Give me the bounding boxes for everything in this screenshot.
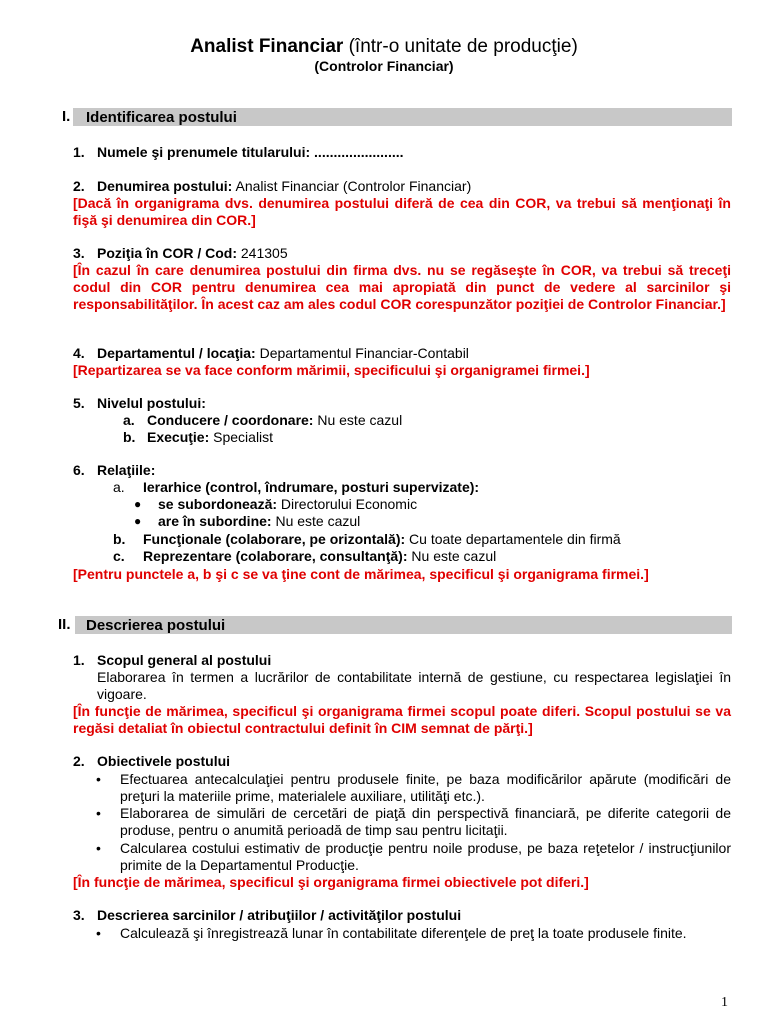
- item-number: 3.: [73, 907, 85, 923]
- section-label: Descrierea postului: [86, 617, 226, 634]
- relation-hierarchical: [113, 479, 480, 496]
- note-objectives: [În funcţie de mărimea, specificul şi organigrama firmei obiectivele pot diferi.]: [73, 874, 589, 890]
- sub-letter: b.: [123, 429, 136, 445]
- section-number: II.: [58, 616, 71, 633]
- section-heading-1: [62, 108, 732, 126]
- relation-functional: [113, 531, 621, 548]
- bullet-icon: ●: [134, 497, 142, 511]
- objective-text: Elaborarea de simulări de cercetări de piaţă din perspectivă financiară, pe diferite categorii de produse, pentru o anumită perioadă de timp sau pentru licitaţii.: [120, 805, 731, 838]
- sub-label: Conducere / coordonare:: [147, 412, 314, 428]
- item-number: 6.: [73, 462, 85, 478]
- item-number: 1.: [73, 144, 85, 160]
- sub-letter: c.: [113, 548, 125, 564]
- section-label: Identificarea postului: [86, 109, 237, 126]
- sub-label: Reprezentare (colaborare, consultanţă):: [143, 548, 408, 564]
- sub-value: Nu este cazul: [407, 548, 497, 564]
- item-number: 2.: [73, 753, 85, 769]
- relation-representation: [113, 548, 497, 565]
- sub-label: Ierarhice (control, îndrumare, posturi supervizate):: [143, 479, 480, 495]
- bullet-icon: ●: [134, 514, 142, 528]
- title-main: Analist Financiar: [190, 36, 344, 57]
- bullet-icon: •: [96, 925, 101, 941]
- item-label: Poziţia în COR / Cod:: [97, 245, 237, 261]
- item-value: 241305: [237, 245, 288, 261]
- item-label: Relaţiile:: [97, 462, 156, 478]
- bullet-icon: •: [96, 840, 101, 856]
- item-label: Departamentul / locaţia:: [97, 345, 256, 361]
- sub-label: Funcţionale (colaborare, pe orizontală):: [143, 531, 406, 547]
- title-rest: (într-o unitate de producţie): [343, 36, 578, 57]
- item-number: 1.: [73, 652, 85, 668]
- note-cor-code: [În cazul în care denumirea postului din firma dvs. nu se regăseşte în COR, va trebui să treceţi codul din COR pentru denumirea cea mai apropiată din punct de vedere al sarcinilor şi responsabilităţilor. În acest caz am ales codul COR corespunzător poziţiei de Controlor Financiar.]: [73, 262, 731, 312]
- sub-label: se subordonează:: [158, 496, 278, 512]
- note-purpose: [În funcţie de mărimea, specificul şi organigrama firmei scopul poate diferi. Scopul postului se va regăsi detaliat în obiectul contractului definit în CIM semnat de părţi.]: [73, 703, 731, 736]
- objective-text: Efectuarea antecalculaţiei pentru produsele finite, pe baza modificărilor apărute (modificări de preţuri la materiile prime, materialele auxiliare, utilităţi etc.).: [120, 771, 731, 804]
- bullet-icon: •: [96, 805, 101, 821]
- item-number: 3.: [73, 245, 85, 261]
- item-label: Scopul general al postului: [97, 652, 272, 668]
- bullet-icon: •: [96, 771, 101, 787]
- sub-letter: b.: [113, 531, 126, 547]
- note-cor-name: [Dacă în organigrama dvs. denumirea postului diferă de cea din COR, va trebui să menţionaţi în fişă şi denumirea din COR.]: [73, 195, 731, 228]
- sub-letter: a.: [113, 479, 125, 495]
- section-heading-2: [58, 616, 732, 634]
- sub-label: are în subordine:: [158, 513, 272, 529]
- sub-value: Nu este cazul: [271, 513, 361, 529]
- purpose-text: Elaborarea în termen a lucrărilor de contabilitate internă de gestiune, cu respectarea legislaţiei în vigoare.: [97, 669, 731, 702]
- level-management: [123, 412, 403, 429]
- sub-value: Directorului Economic: [277, 496, 418, 512]
- document-subtitle: (Controlor Financiar): [314, 58, 454, 74]
- item-value: Departamentul Financiar-Contabil: [255, 345, 469, 361]
- note-department: [Repartizarea se va face conform mărimii, specificului şi organigramei firmei.]: [73, 362, 590, 378]
- level-execution: [123, 429, 274, 446]
- note-relations: [Pentru punctele a, b şi c se va ţine cont de mărimea, specificul şi organigrama firmei.]: [73, 566, 649, 582]
- sub-value: Nu este cazul: [313, 412, 403, 428]
- item-number: 4.: [73, 345, 85, 361]
- item-number: 2.: [73, 178, 85, 194]
- item-label: Denumirea postului:: [97, 178, 233, 194]
- item-number: 5.: [73, 395, 85, 411]
- sub-label: Execuţie:: [147, 429, 210, 445]
- task-text: Calculează şi înregistrează lunar în contabilitate diferenţele de preţ la toate produsele finite.: [120, 925, 687, 941]
- item-label: Descrierea sarcinilor / atribuţiilor / activităţilor postului: [97, 907, 462, 923]
- objective-text: Calcularea costului estimativ de producţie pentru noile produse, pe baza reţetelor / instrucţiunilor primite de la Departamentul Producţie.: [120, 840, 731, 873]
- item-label: Numele şi prenumele titularului: .......................: [97, 144, 404, 160]
- page-number: 1: [721, 995, 728, 1010]
- section-number: I.: [62, 108, 71, 125]
- sub-letter: a.: [123, 412, 135, 428]
- item-label: Obiectivele postului: [97, 753, 231, 769]
- item-value: Analist Financiar (Controlor Financiar): [232, 178, 472, 194]
- sub-value: Specialist: [209, 429, 274, 445]
- document-title: [0, 36, 768, 58]
- item-label: Nivelul postului:: [97, 395, 206, 411]
- sub-value: Cu toate departamentele din firmă: [405, 531, 621, 547]
